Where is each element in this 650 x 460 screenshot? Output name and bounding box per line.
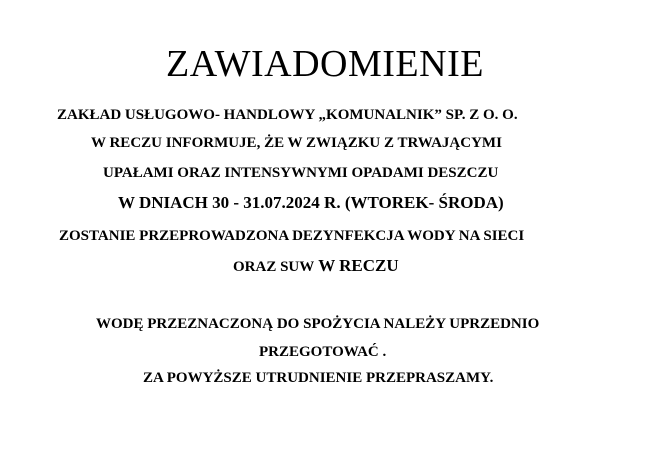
notice-line-station: [233, 256, 399, 277]
notice-line-heat: UPAŁAMI ORAZ INTENSYWNYMI OPADAMI DESZCZU: [103, 165, 499, 181]
notice-line-station-part1: ORAZ SUW: [233, 259, 315, 275]
notice-line-station-part2: W RECZU: [314, 256, 399, 275]
notice-line-disinfection: ZOSTANIE PRZEPROWADZONA DEZYNFEKCJA WODY NA SIECI: [59, 228, 525, 244]
notice-line-apology: ZA POWYŻSZE UTRUDNIENIE PRZEPRASZAMY.: [143, 370, 494, 386]
notice-line-dates: W DNIACH 30 - 31.07.2024 R. (WTOREK- ŚRODA): [118, 193, 504, 212]
notice-title: ZAWIADOMIENIE: [166, 43, 484, 85]
notice-line-company: ZAKŁAD USŁUGOWO- HANDLOWY „KOMUNALNIK” SP. Z O. O.: [57, 107, 518, 123]
notice-line-boil: PRZEGOTOWAĆ .: [259, 344, 387, 360]
notice-line-water: WODĘ PRZEZNACZONĄ DO SPOŻYCIA NALEŻY UPRZEDNIO: [96, 316, 540, 332]
notice-line-informs: W RECZU INFORMUJE, ŻE W ZWIĄZKU Z TRWAJĄCYMI: [91, 135, 502, 151]
